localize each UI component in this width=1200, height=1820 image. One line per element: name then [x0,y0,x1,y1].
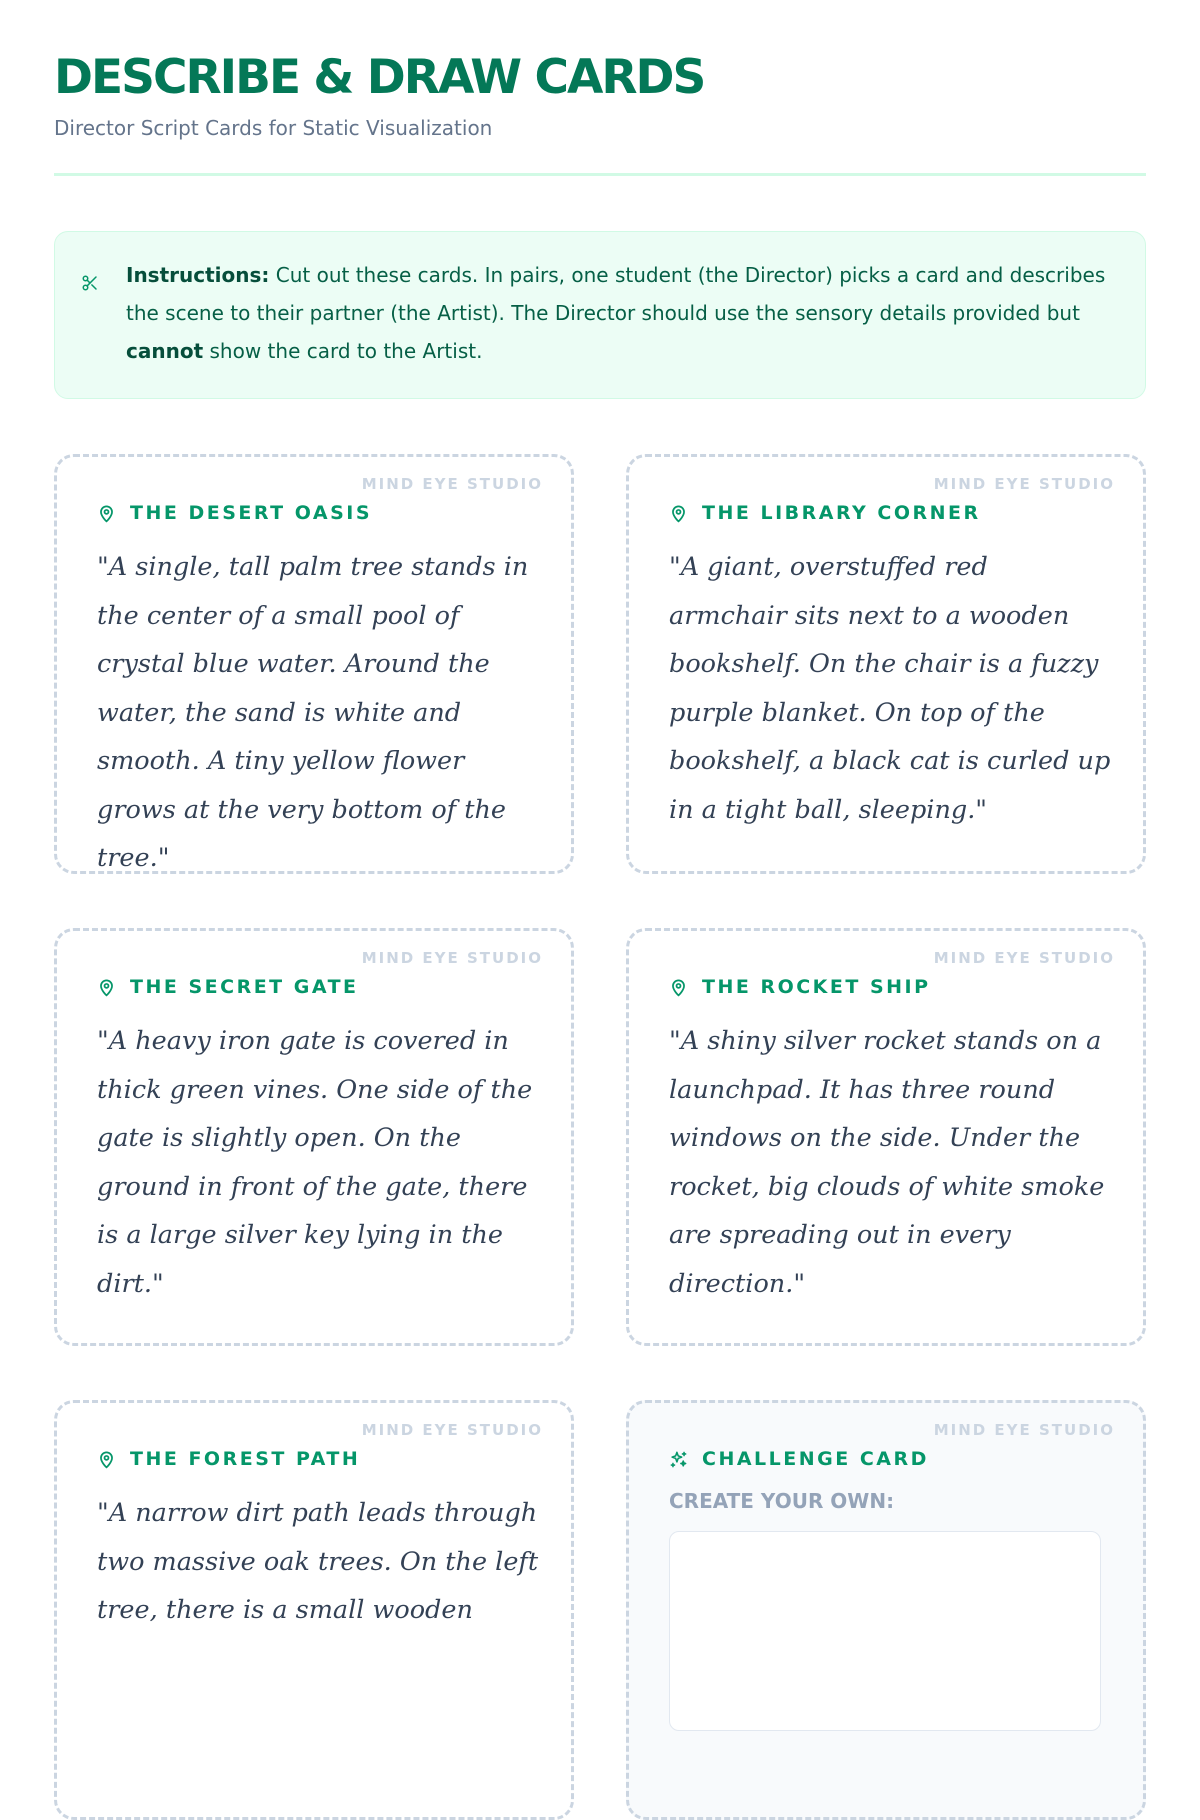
page-title: DESCRIBE & DRAW CARDS [54,50,705,105]
card-brand: MIND EYE STUDIO [933,1421,1115,1439]
location-pin-icon [97,504,116,523]
location-pin-icon [97,1450,116,1469]
instructions-emphasis: cannot [126,339,204,363]
card-rocket-ship [626,928,1146,1346]
card-title: THE FOREST PATH [130,1448,361,1470]
location-pin-icon [669,978,688,997]
instructions-text [126,256,1126,370]
card-description: "A heavy iron gate is covered in thick green vines. One side of the gate is slightly open. On the ground in front of the gate, there is a large silver key lying in the dirt." [97,1026,533,1299]
page-subtitle: Director Script Cards for Static Visualization [54,116,493,140]
card-brand: MIND EYE STUDIO [933,475,1115,493]
card-title: THE SECRET GATE [130,976,359,998]
card-description: "A narrow dirt path leads through two massive oak trees. On the left tree, there is a small wooden [97,1498,539,1625]
instructions-label: Instructions: [126,263,270,287]
card-description: "A giant, overstuffed red armchair sits next to a wooden bookshelf. On the chair is a fuzzy purple blanket. On top of the bookshelf, a black cat is curled up in a tight ball, sleeping." [669,552,1111,825]
create-your-own-label: CREATE YOUR OWN: [669,1489,895,1513]
card-header [669,1447,929,1471]
card-desert-oasis [54,454,574,874]
instructions-text-part-1: Cut out these cards. In pairs, one student (the Director) picks a card and describes the scene to their partner (the Artist). The Director should use the sensory details provided but [126,263,1106,325]
card-header [669,501,981,525]
card-library-corner [626,454,1146,874]
sparkles-icon [669,1450,688,1469]
card-title: CHALLENGE CARD [702,1448,929,1470]
card-brand: MIND EYE STUDIO [361,1421,543,1439]
card-forest-path [54,1400,574,1820]
card-title: THE ROCKET SHIP [702,976,931,998]
card-brand: MIND EYE STUDIO [361,949,543,967]
card-challenge [626,1400,1146,1820]
card-header [669,975,931,999]
card-title: THE DESERT OASIS [130,502,373,524]
create-your-own-input[interactable] [669,1531,1101,1731]
card-description: "A single, tall palm tree stands in the center of a small pool of crystal blue water. Around the water, the sand is white and smooth. A tiny yellow flower grows at the very bottom of the tree." [97,552,529,873]
instructions-box [54,231,1146,399]
location-pin-icon [97,978,116,997]
card-header [97,501,372,525]
card-brand: MIND EYE STUDIO [933,949,1115,967]
card-header [97,1447,360,1471]
card-title: THE LIBRARY CORNER [702,502,981,524]
card-secret-gate [54,928,574,1346]
scissors-icon [81,274,99,292]
card-header [97,975,359,999]
instructions-text-part-2: show the card to the Artist. [203,339,483,363]
card-description: "A shiny silver rocket stands on a launchpad. It has three round windows on the side. Under the rocket, big clouds of white smoke are spreading out in every direction." [669,1026,1105,1299]
header-divider [54,173,1146,176]
location-pin-icon [669,504,688,523]
card-brand: MIND EYE STUDIO [361,475,543,493]
